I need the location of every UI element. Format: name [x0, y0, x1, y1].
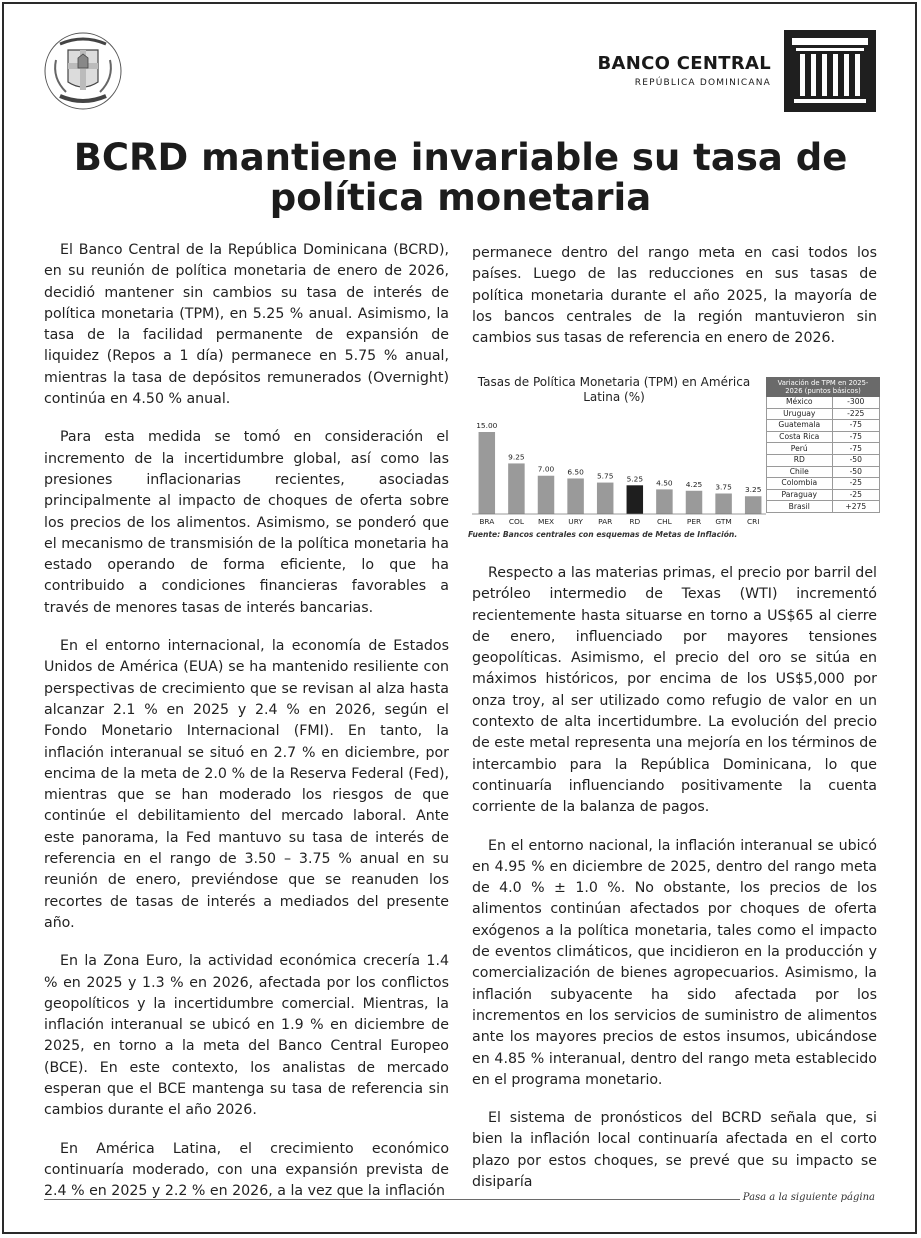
- bar-bra: [479, 432, 496, 514]
- value-label: 3.25: [744, 485, 762, 495]
- table-cell-country: Colombia: [767, 478, 833, 490]
- table-cell-value: +275: [832, 501, 879, 513]
- x-tick-label: URY: [568, 517, 583, 526]
- bar-rd: [627, 485, 644, 514]
- bar-mex: [538, 476, 555, 514]
- brand-subtitle: REPÚBLICA DOMINICANA: [634, 78, 771, 88]
- table-cell-country: Guatemala: [767, 420, 833, 432]
- paragraph: El sistema de pronósticos del BCRD señala que, si bien la inflación local continuaría afectada en el corto plazo por estos choques, se prevé que su impacto se disiparía: [472, 1110, 877, 1191]
- value-label: 5.75: [596, 471, 614, 481]
- table-row: [767, 431, 880, 443]
- footer-divider: [44, 1199, 740, 1200]
- x-tick-label: COL: [508, 517, 524, 526]
- table-row: [767, 420, 880, 432]
- table-cell-country: Paraguay: [767, 489, 833, 501]
- table-cell-country: Costa Rica: [767, 431, 833, 443]
- table-row: [767, 454, 880, 466]
- table-cell-country: RD: [767, 454, 833, 466]
- paragraph: En América Latina, el crecimiento económico continuaría moderado, con una expansión prevista de 2.4 % en 2025 y 2.2 % en 2026, a la vez que la inflación: [44, 1140, 449, 1200]
- paragraph: En el entorno nacional, la inflación interanual se ubicó en 4.95 % en diciembre de 2025, dentro del rango meta de 4.0 % ± 1.0 %. No obstante, los precios de los alimentos continúan afectados por choques de oferta exógenos a la política monetaria, tales como el impacto de eventos climáticos, que incidieron en la producción y comercialización de bienes agropecuarios. Asimismo, la inflación subyacente ha sido afectada por los incrementos en los servicios de suministro de alimentos ante los mayores precios de estos insumos, ubicándose en 4.85 % interanual, dentro del rango meta establecido en el programa monetario.: [472, 837, 877, 1088]
- right-column-top: [472, 243, 877, 366]
- tpm-variation-table: [766, 377, 880, 513]
- table-row: [767, 489, 880, 501]
- table-cell-country: Chile: [767, 466, 833, 478]
- table-row: [767, 408, 880, 420]
- continue-note: Pasa a la siguiente página: [742, 1192, 875, 1203]
- chart-source: Fuente: Bancos centrales con esquemas de Metas de Inflación.: [468, 530, 738, 539]
- bar-per: [686, 491, 703, 514]
- table-row: [767, 501, 880, 513]
- paragraph: Para esta medida se tomó en consideración el incremento de la incertidumbre global, así como las presiones inflacionarias recientes, asociadas principalmente al impacto de choques de oferta sobre los precios de los alimentos. Asimismo, se ponderó que el mecanismo de transmisión de la política monetaria ha estado operando de forma eficiente, lo que ha contribuido a condiciones financieras favorables a través de menores tasas de interés bancarias.: [44, 429, 449, 616]
- value-label: 7.00: [537, 464, 555, 474]
- table-row: [767, 466, 880, 478]
- x-tick-label: CHL: [656, 517, 672, 526]
- national-coat-of-arms-icon: [42, 30, 124, 112]
- x-tick-label: MEX: [537, 517, 555, 526]
- table-row: [767, 443, 880, 455]
- table-cell-value: -75: [832, 431, 879, 443]
- value-label: 15.00: [476, 421, 498, 430]
- bar-ury: [567, 478, 584, 514]
- tpm-figure: [466, 372, 882, 550]
- value-label: 6.50: [567, 467, 584, 477]
- left-column: [44, 240, 449, 1219]
- table-cell-value: -300: [832, 397, 879, 409]
- bar-cri: [745, 496, 762, 514]
- bar-par: [597, 483, 614, 514]
- brand-name: BANCO CENTRAL: [597, 53, 771, 74]
- table-header: Variación de TPM en 2025-2026 (puntos básicos): [767, 378, 880, 397]
- paragraph: permanece dentro del rango meta en casi todos los países. Luego de las reducciones en sus tasas de política monetaria durante el año 2025, la mayoría de los bancos centrales de la región mantuvieron sin cambios sus tasas de referencia en enero de 2026.: [472, 245, 877, 347]
- table-cell-value: -25: [832, 489, 879, 501]
- table-cell-country: México: [767, 397, 833, 409]
- paragraph: El Banco Central de la República Dominicana (BCRD), en su reunión de política monetaria de enero de 2026, decidió mantener sin cambios su tasa de interés de política monetaria (TPM), en 5.25 % anual. Asimismo, la tasa de la facilidad permanente de expansión de liquidez (Repos a 1 día) permanece en 5.75 % anual, mientras la tasa de depósitos remunerados (Overnight) continúa en 4.50 % anual.: [44, 242, 449, 408]
- paragraph: Respecto a las materias primas, el precio por barril del petróleo intermedio de Texas (WTI) incrementó recientemente hasta situarse en torno a US$65 al cierre de enero, influenciado por mayores tensiones geopolíticas. Asimismo, el precio del oro se sitúa en máximos históricos, por encima de los US$5,000 por onza troy, al ser utilizado como refugio de valor en un contexto de alta incertidumbre. La evolución del precio de este metal representa una mejoría en los términos de intercambio para la República Dominicana, lo que continuaría influenciando positivamente la cuenta corriente de la balanza de pagos.: [472, 565, 877, 816]
- bar-gtm: [715, 494, 732, 515]
- x-tick-label: PAR: [598, 517, 613, 526]
- paragraph: En el entorno internacional, la economía de Estados Unidos de América (EUA) se ha mantenido resiliente con perspectivas de crecimiento que se revisan al alza hasta alcanzar 2.1 % en 2025 y 2.4 % en 2026, según el Fondo Monetario Internacional (FMI). En tanto, la inflación interanual se situó en 2.7 % en diciembre, por encima de la meta de 2.0 % de la Reserva Federal (Fed), mientras que se han moderado los riesgos de que continúe el debilitamiento del mercado laboral. Ante este panorama, la Fed mantuvo su tasa de interés de referencia en el rango de 3.50 – 3.75 % anual en su reunión de enero, previéndose que se reanuden los recortes de tasas de interés a mediados del presente año.: [44, 638, 449, 931]
- chart-title: Tasas de Política Monetaria (TPM) en América Latina (%): [477, 375, 751, 404]
- headline: BCRD mantiene invariable su tasa de política monetaria: [73, 136, 848, 219]
- banco-central-columns-logo-icon: [784, 30, 876, 112]
- tpm-bar-chart: [466, 372, 766, 530]
- table-cell-value: -75: [832, 443, 879, 455]
- value-label: 4.50: [656, 478, 673, 488]
- table-cell-value: -75: [832, 420, 879, 432]
- table-cell-value: -25: [832, 478, 879, 490]
- value-label: 5.25: [626, 474, 644, 484]
- brand-block: [597, 54, 771, 89]
- table-cell-country: Brasil: [767, 501, 833, 513]
- value-label: 9.25: [508, 452, 525, 462]
- bar-chl: [656, 489, 673, 514]
- bar-col: [508, 463, 525, 514]
- table-row: [767, 478, 880, 490]
- x-tick-label: BRA: [479, 517, 495, 526]
- paragraph: En la Zona Euro, la actividad económica crecería 1.4 % en 2025 y 1.3 % en 2026, afectada por los conflictos geopolíticos y la incertidumbre comercial. Mientras, la inflación interanual se ubicó en 1.9 % en diciembre de 2025, en torno a la meta del Banco Central Europeo (BCE). En este contexto, los analistas de mercado esperan que el BCE mantenga su tasa de referencia sin cambios durante el año 2026.: [44, 953, 449, 1119]
- value-label: 3.75: [715, 482, 732, 492]
- table-cell-value: -50: [832, 454, 879, 466]
- table-cell-value: -225: [832, 408, 879, 420]
- table-cell-country: Perú: [767, 443, 833, 455]
- value-label: 4.25: [685, 479, 703, 489]
- x-tick-label: RD: [629, 517, 641, 526]
- table-cell-country: Uruguay: [767, 408, 833, 420]
- x-tick-label: PER: [686, 517, 702, 526]
- x-tick-label: GTM: [715, 517, 732, 526]
- table-row: [767, 397, 880, 409]
- x-tick-label: CRI: [746, 517, 760, 526]
- table-cell-value: -50: [832, 466, 879, 478]
- right-column-bottom: [472, 563, 877, 1210]
